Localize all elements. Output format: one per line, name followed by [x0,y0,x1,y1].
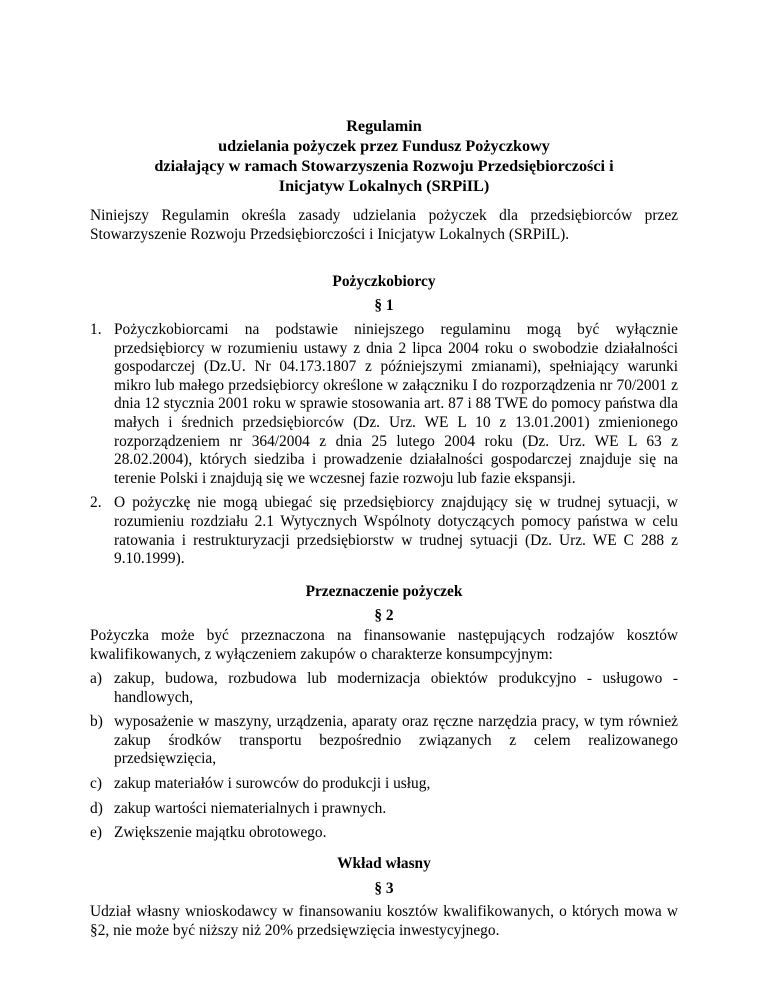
list-item [90,800,678,819]
section-heading: Pożyczkobiorcy [332,273,436,290]
list-item-text: O pożyczkę nie mogą ubiegać się przedsiębiorcy znajdujący się w trudnej sytuacji, w rozumieniu rozdziału 2.1 Wytycznych Wspólnoty dotyczących pomocy państwa w celu ratowania i restrukturyzacji przedsiębiorstw w trudnej sytuacji (Dz. Urz. WE C 288 z 9.10.1999). [114,494,678,568]
title-line: Regulamin [346,117,422,135]
list-item-text: zakup wartości niematerialnych i prawnych. [114,799,387,817]
section-number: § 3 [374,880,394,897]
list-marker: a) [90,670,102,687]
list-marker: 1. [90,321,102,338]
list-item-text: Pożyczkobiorcami na podstawie niniejszego regulaminu mogą być wyłącznie przedsiębiorcy w rozumieniu ustawy z dnia 2 lipca 2004 roku o swobodzie działalności gospodarczej (Dz.U. Nr 04.173.1807 z późniejszymi zmianami), spełniający warunki mikro lub małego przedsiębiorcy określone w załączniku I do rozporządzenia nr 70/2001 z dnia 12 stycznia 2001 roku w sprawie stosowania art. 87 i 88 TWE do pomocy państwa dla małych i średnich przedsiębiorców (Dz. Urz. WE L 10 z 13.01.2001) zmienionego rozporządzeniem nr 364/2004 z dnia 25 lutego 2004 roku (Dz. Urz. WE L 63 z 28.02.2004), których siedziba i prowadzenie działalności gospodarczej znajduje się na terenie Polski i znajdują się we wczesnej fazie rozwoju lub fazie ekspansji. [114,321,678,487]
section-number: § 2 [374,607,394,624]
section-heading: Wkład własny [337,855,431,872]
list-item [90,321,678,488]
list-item [90,713,678,769]
list-item-text: zakup, budowa, rozbudowa lub modernizacja obiektów produkcyjno - usługowo - handlowych, [114,670,678,706]
title-line: udzielania pożyczek przez Fundusz Pożyczkowy [218,137,550,155]
list-item [90,670,678,707]
list-item-text: wyposażenie w maszyny, urządzenia, aparaty oraz ręczne narzędzia pracy, w tym również zakup środków transportu bezpośrednio związanych z celem realizowanego przedsięwzięcia, [114,713,678,768]
section-heading: Przeznaczenie pożyczek [305,583,463,600]
title-line: działający w ramach Stowarzyszenia Rozwoju Przedsiębiorczości i [154,157,614,175]
list-marker: d) [90,799,103,817]
section-number: § 1 [374,297,394,314]
list-marker: c) [90,774,102,792]
list-marker: e) [90,824,102,842]
list-item [90,775,678,794]
list-marker: 2. [90,494,102,512]
list-item [90,494,678,568]
section-paragraph: Pożyczka może być przeznaczona na finansowanie następujących rodzajów kosztów kwalifikowanych, z wyłączeniem zakupów o charakterze konsumpcyjnym: [90,627,678,663]
list-item [90,824,678,843]
section-2-list [90,670,678,849]
list-marker: b) [90,713,103,731]
list-item-text: zakup materiałów i surowców do produkcji i usług, [114,774,431,792]
section-paragraph: Udział własny wnioskodawcy w finansowaniu kosztów kwalifikowanych, o których mowa w §2, nie może być niższy niż 20% przedsięwzięcia inwestycyjnego. [90,903,678,939]
section-1-list [90,321,678,575]
list-item-text: Zwiększenie majątku obrotowego. [114,824,327,842]
document-title [118,116,650,196]
title-line: Inicjatyw Lokalnych (SRPiIL) [278,177,490,195]
intro-paragraph: Niniejszy Regulamin określa zasady udzielania pożyczek dla przedsiębiorców przez Stowarzyszenie Rozwoju Przedsiębiorczości i Inicjatyw Lokalnych (SRPiIL). [90,207,678,243]
